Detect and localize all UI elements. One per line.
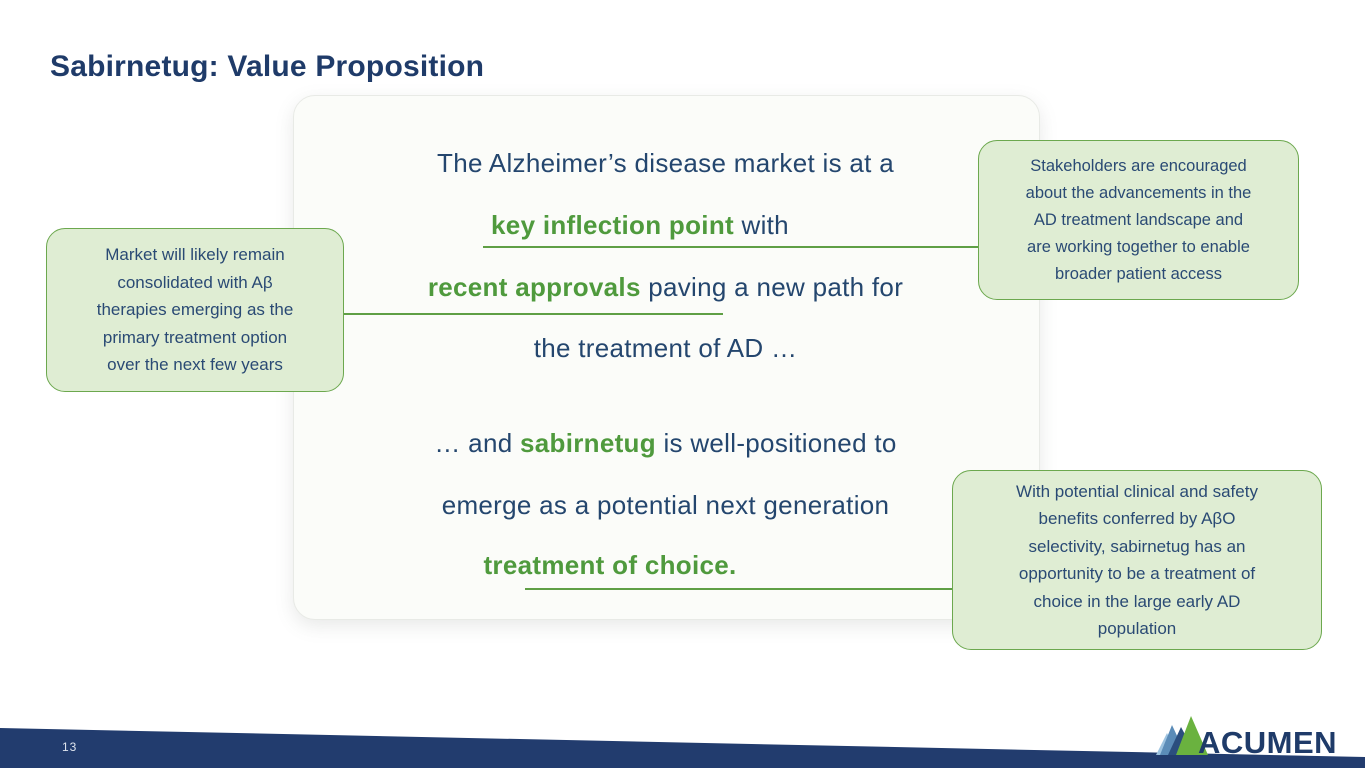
statement-text: with (733, 210, 789, 240)
statement-p2-line1 (293, 428, 1038, 460)
callout-line: Stakeholders are encouraged (1030, 156, 1247, 175)
connector-line-top-right (483, 246, 978, 248)
statement-p2-line2 (293, 490, 1038, 522)
callout-line: about the advancements in the (1025, 183, 1252, 202)
callout-line: Market will likely remain (105, 245, 285, 265)
statement-text: the treatment of AD … (533, 333, 798, 363)
callout-line: primary treatment option (102, 327, 288, 347)
callout-line: population (1097, 619, 1177, 638)
callout-line: AD treatment landscape and (1033, 210, 1244, 229)
connector-line-left (342, 313, 723, 315)
connector-line-bottom-right (525, 588, 952, 590)
callout-line: With potential clinical and safety (1016, 481, 1258, 501)
callout-line: opportunity to be a treatment of (1018, 564, 1256, 583)
statement-text: The Alzheimer’s disease market is at a (437, 148, 894, 178)
statement-p1-line3 (293, 272, 1038, 304)
logo-wordmark: ACUMEN (1198, 724, 1338, 760)
statement-p1-line2 (273, 210, 1007, 242)
highlight-treatment-of-choice: treatment of choice (483, 550, 729, 580)
callout-line: choice in the large early AD (1033, 591, 1241, 611)
callout-line: are working together to enable (1027, 237, 1250, 256)
slide-title: Sabirnetug: Value Proposition (50, 50, 485, 83)
callout-line: selectivity, sabirnetug has an (1028, 536, 1246, 556)
callout-line: consolidated with Aβ (117, 272, 273, 292)
statement-text: paving a new path for (640, 272, 904, 302)
callout-bottom-right-abo-selectivity (952, 470, 1322, 650)
callout-left-market-consolidation (46, 228, 344, 392)
statement-text: is well-positioned to (655, 428, 897, 458)
callout-line: therapies emerging as the (96, 300, 294, 320)
statement-p1-line1 (293, 148, 1038, 180)
statement-p2-line3 (243, 550, 977, 582)
callout-line: benefits conferred by AβO (1038, 509, 1236, 528)
statement-text: … and (434, 428, 520, 458)
callout-line: over the next few years (107, 355, 283, 375)
highlight-sabirnetug: sabirnetug (520, 428, 656, 458)
page-number: 13 (62, 740, 78, 754)
callout-top-right-stakeholders (978, 140, 1299, 300)
callout-line: broader patient access (1055, 264, 1222, 283)
statement-text: emerge as a potential next generation (441, 490, 890, 520)
statement-text: . (729, 550, 737, 580)
statement-p1-line4 (293, 333, 1038, 365)
highlight-key-inflection-point: key inflection point (491, 210, 734, 240)
highlight-recent-approvals: recent approvals (427, 272, 641, 302)
acumen-logo (1156, 713, 1338, 760)
